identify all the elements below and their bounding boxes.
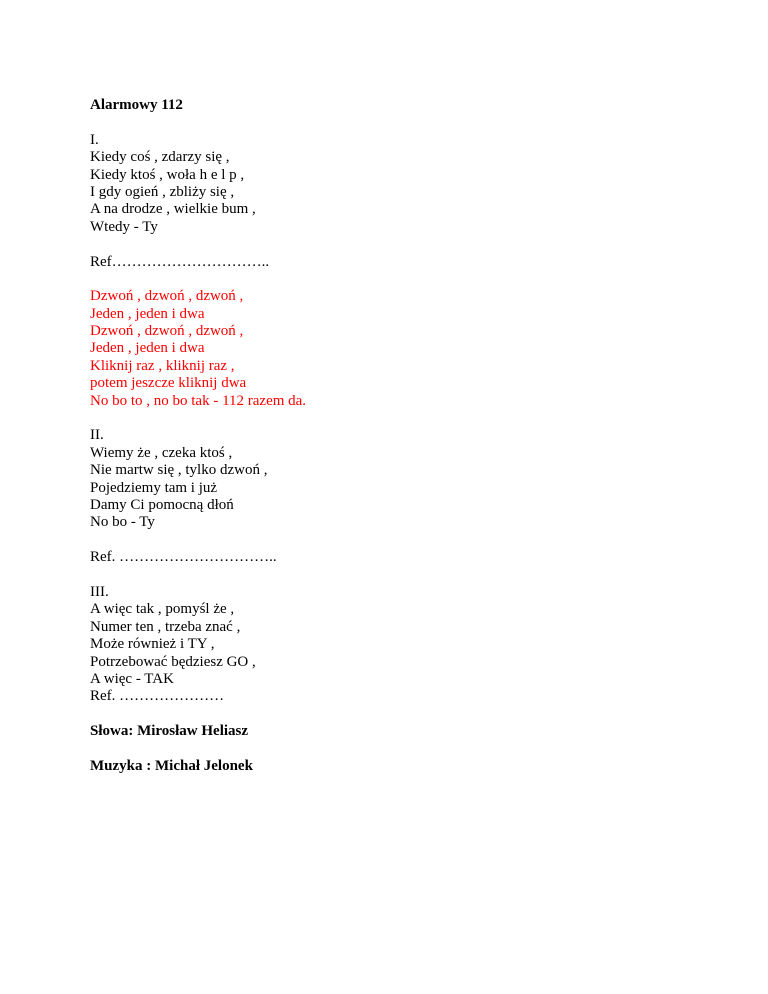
spacer xyxy=(90,410,730,427)
song-title: Alarmowy 112 xyxy=(90,97,183,113)
spacer xyxy=(90,236,730,253)
verse-line: Wtedy - Ty xyxy=(90,218,158,235)
chorus-line: Jeden , jeden i dwa xyxy=(90,305,205,322)
verse-line: No bo - Ty xyxy=(90,514,155,531)
verse-3 xyxy=(90,584,730,706)
verse-number: II. xyxy=(90,427,104,444)
verse-line: Pojedziemy tam i już xyxy=(90,479,218,496)
refrain-marker: Ref. ………………………….. xyxy=(90,549,277,566)
spacer xyxy=(90,114,730,131)
verse-2 xyxy=(90,427,730,531)
refrain-marker: Ref. ………………… xyxy=(90,688,225,705)
verse-line: Kiedy ktoś , woła h e l p , xyxy=(90,166,245,183)
spacer xyxy=(90,567,730,584)
verse-1 xyxy=(90,132,730,236)
verse-line: I gdy ogień , zbliży się , xyxy=(90,183,235,200)
chorus-line: Dzwoń , dzwoń , dzwoń , xyxy=(90,323,244,340)
verse-line: Może również i TY , xyxy=(90,636,215,653)
verse-line: A więc - TAK xyxy=(90,670,174,687)
verse-line: Numer ten , trzeba znać , xyxy=(90,618,241,635)
chorus-line: Kliknij raz , kliknij raz , xyxy=(90,357,235,374)
verse-line: Potrzebować będziesz GO , xyxy=(90,653,256,670)
refrain-marker: Ref………………………….. xyxy=(90,253,270,270)
verse-number: I. xyxy=(90,131,99,148)
credits-words: Słowa: Mirosław Heliasz xyxy=(90,723,249,740)
verse-line: A na drodze , wielkie bum , xyxy=(90,201,256,218)
verse-number: III. xyxy=(90,583,109,600)
verse-line: Damy Ci pomocną dłoń xyxy=(90,496,234,513)
credits-music: Muzyka : Michał Jelonek xyxy=(90,757,253,774)
spacer xyxy=(90,271,730,288)
spacer xyxy=(90,740,730,757)
chorus-line: Dzwoń , dzwoń , dzwoń , xyxy=(90,288,244,305)
verse-line: Wiemy że , czeka ktoś , xyxy=(90,444,233,461)
chorus-line: potem jeszcze kliknij dwa xyxy=(90,375,247,392)
chorus-line: No bo to , no bo tak - 112 razem da. xyxy=(90,392,307,409)
verse-line: Nie martw się , tylko dzwoń , xyxy=(90,462,268,479)
spacer xyxy=(90,532,730,549)
spacer xyxy=(90,706,730,723)
verse-line: Kiedy coś , zdarzy się , xyxy=(90,149,230,166)
verse-line: A więc tak , pomyśl że , xyxy=(90,601,235,618)
chorus-line: Jeden , jeden i dwa xyxy=(90,340,205,357)
document-page xyxy=(90,97,730,775)
chorus xyxy=(90,288,730,410)
